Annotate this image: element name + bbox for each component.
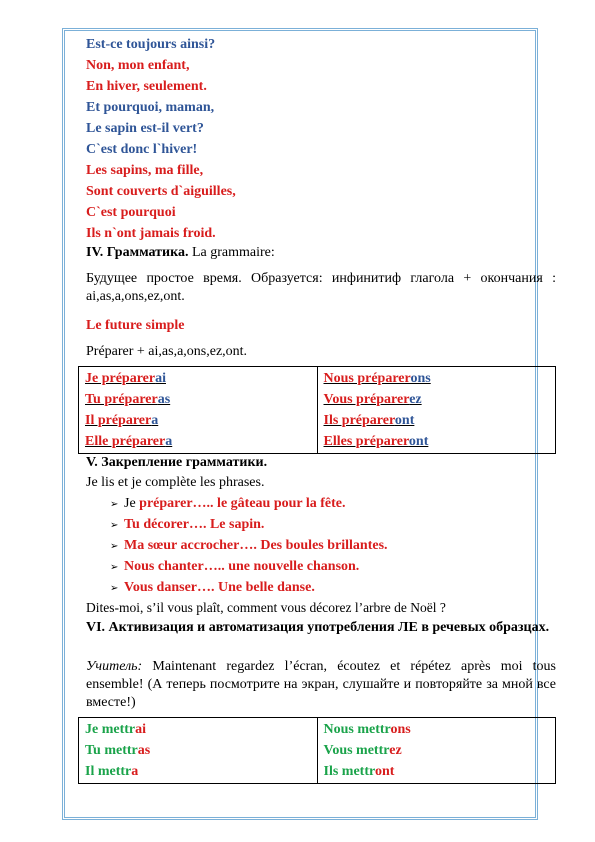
section-5-instruction: Je lis et je complète les phrases. <box>86 475 265 490</box>
conjugation-row: Nous préparerons <box>323 371 431 386</box>
poem-line: C`est pourquoi <box>86 205 176 220</box>
arrow-bullet-icon: ➢ <box>110 520 119 531</box>
exercise-item: ➢ Je préparer….. le gâteau pour la fête. <box>110 495 346 514</box>
poem-line: Le sapin est-il vert? <box>86 121 204 136</box>
poem-line: C`est donc l`hiver! <box>86 142 198 157</box>
conjugation-row: Tu mettras <box>85 743 151 758</box>
section-4-heading <box>86 244 275 262</box>
exercise-item: ➢ Vous danser…. Une belle danse. <box>110 579 315 598</box>
poem-line: Est-ce toujours ainsi? <box>86 37 216 52</box>
conjugation-row: Nous mettrons <box>323 722 411 737</box>
arrow-bullet-icon: ➢ <box>110 499 119 510</box>
poem-line: Ils n`ont jamais froid. <box>86 226 216 241</box>
poem-line: Et pourquoi, maman, <box>86 100 215 115</box>
conjugation-row: Elle préparera <box>85 434 173 449</box>
exercise-item: ➢ Ma sœur accrocher…. Des boules brillantes. <box>110 537 388 556</box>
exercise-item: ➢ Nous chanter….. une nouvelle chanson. <box>110 558 359 577</box>
table-column-singular <box>79 367 318 454</box>
poem-line: Sont couverts d`aiguilles, <box>86 184 236 199</box>
conjugation-table-mettre <box>78 717 556 784</box>
poem-line: Les sapins, ma fille, <box>86 163 204 178</box>
section-4-formula: Préparer + ai,as,a,ons,ez,ont. <box>86 344 248 359</box>
poem-line: En hiver, seulement. <box>86 79 207 94</box>
arrow-bullet-icon: ➢ <box>110 541 119 552</box>
section-6-speech: Учитель: Maintenant regardez l’écran, écoutez et répétez après moi tous ensemble! (А теперь посмотрите на экран, слушайте и повторяйте за мной все вместе!) <box>86 659 556 710</box>
conjugation-row: Ils mettront <box>323 764 395 779</box>
table-column-singular <box>79 718 318 784</box>
conjugation-row: Je mettrai <box>85 722 147 737</box>
table-column-plural <box>317 718 556 784</box>
section-4-title: IV. Грамматика. <box>86 245 189 260</box>
conjugation-row: Elles prépareront <box>323 434 429 449</box>
conjugation-row: Vous mettrez <box>323 743 402 758</box>
section-4-explanation: Будущее простое время. Образуется: инфинитиф глагола + окончания : ai,as,a,ons,ez,ont. <box>86 271 556 304</box>
section-4-subtitle: Le future simple <box>86 318 185 333</box>
speaker-label: Учитель: <box>86 659 143 674</box>
exercise-item: ➢ Tu décorer…. Le sapin. <box>110 516 264 535</box>
conjugation-row: Vous préparerez <box>323 392 422 407</box>
section-5-heading: V. Закрепление грамматики. <box>86 455 268 470</box>
section-4-title-fr: La grammaire: <box>191 245 275 260</box>
conjugation-row: Ils prépareront <box>323 413 415 428</box>
conjugation-row: Il mettra <box>85 764 139 779</box>
conjugation-row: Je préparerai <box>85 371 166 386</box>
poem-line: Non, mon enfant, <box>86 58 190 73</box>
section-6-heading: VI. Активизация и автоматизация употребления ЛЕ в речевых образцах. <box>86 620 550 635</box>
arrow-bullet-icon: ➢ <box>110 562 119 573</box>
table-column-plural <box>317 367 556 454</box>
conjugation-table-preparer <box>78 366 556 454</box>
section-5-question: Dites-moi, s’il vous plaît, comment vous décorez l’arbre de Noël ? <box>86 600 446 615</box>
arrow-bullet-icon: ➢ <box>110 583 119 594</box>
conjugation-row: Il préparera <box>85 413 159 428</box>
conjugation-row: Tu prépareras <box>85 392 171 407</box>
